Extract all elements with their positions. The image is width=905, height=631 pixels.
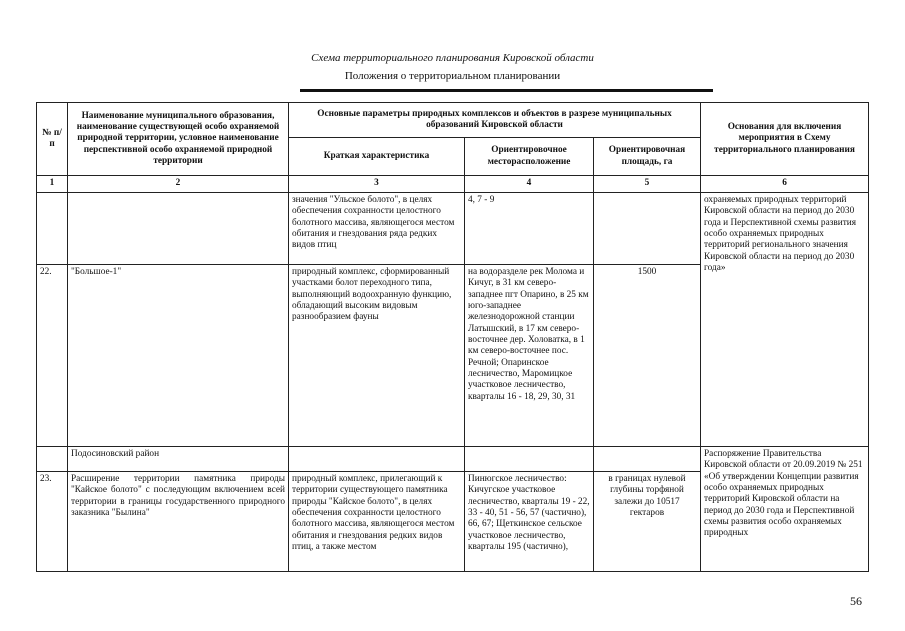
district-name: Подосиновский район bbox=[68, 447, 289, 472]
row-name: Расширение территории памятника природы "Кайское болото" с последующим включением всей территории в границы государственного природного заказника "Былина" bbox=[68, 472, 289, 572]
document-subtitle: Положения о территориальном планировании bbox=[344, 70, 561, 82]
row-area bbox=[594, 193, 701, 265]
row-short: природный комплекс, прилегающий к территории существующего памятника природы "Кайское болото", в целях обеспечения сохранности целостного болотного массива, являющегося местом обитания и гнездования редких видов птиц, а также местом bbox=[289, 472, 465, 572]
row-num: 23. bbox=[37, 472, 68, 572]
header-area: Ориентировочная площадь, га bbox=[594, 138, 701, 176]
row-area: 1500 bbox=[594, 265, 701, 447]
header-location: Ориентировочное месторасположение bbox=[465, 138, 594, 176]
row-short: природный комплекс, сформированный участками болот переходного типа, выполняющий водоохранную функцию, обладающий высоким видовым разнообразием фауны bbox=[289, 265, 465, 447]
col-number: 6 bbox=[701, 176, 869, 193]
row-location: на водоразделе рек Молома и Кичуг, в 31 км северо-западнее пгт Опарино, в 25 км юго-западнее железнодорожной станции Латышский, в 17 км северо-восточнее дер. Холоватка, в 1 км северо-восточнее пос. Речной; Опаринское лесничество, Маромицкое участковое лесничество, кварталы 16 - 18, 29, 30, 31 bbox=[465, 265, 594, 447]
row-location: Пинюгское лесничество: Кичугское участковое лесничество, кварталы 19 - 22, 33 - 40, 51 - 56, 57 (частично), 66, 67; Щеткинское сельское участковое лесничество, кварталы 195 (частично), bbox=[465, 472, 594, 572]
document-title: Схема территориального планирования Кировской области bbox=[311, 52, 594, 64]
row-num bbox=[37, 193, 68, 265]
row-location: 4, 7 - 9 bbox=[465, 193, 594, 265]
page-number: 56 bbox=[850, 594, 862, 608]
column-number-row bbox=[37, 176, 869, 193]
col-number: 5 bbox=[594, 176, 701, 193]
header-name: Наименование муниципального образования, наименование существующей особо охраняемой природной территории, условное наименование перспективной особо охраняемой природной территории bbox=[68, 103, 289, 176]
header-row-1 bbox=[37, 103, 869, 138]
row-num: 22. bbox=[37, 265, 68, 447]
col-number: 2 bbox=[68, 176, 289, 193]
territory-table bbox=[36, 102, 869, 572]
col-number: 1 bbox=[37, 176, 68, 193]
row-area: в границах нулевой глубины торфяной залежи до 10517 гектаров bbox=[594, 472, 701, 572]
header-rule bbox=[300, 89, 713, 92]
row-basis: Распоряжение Правительства Кировской области от 20.09.2019 № 251 «Об утверждении Концепции развития особо охраняемых природных территорий Кировской области на период до 2030 года и Перспективной схемы развития особо охраняемых природных bbox=[701, 447, 869, 572]
header-params-group: Основные параметры природных комплексов и объектов в разрезе муниципальных образований Кировской области bbox=[289, 103, 701, 138]
col-number: 4 bbox=[465, 176, 594, 193]
row-short: значения "Ульское болото", в целях обеспечения сохранности целостного болотного массива, являющегося местом обитания и гнездования ряда редких видов птиц bbox=[289, 193, 465, 265]
district-row bbox=[37, 447, 869, 472]
table-row bbox=[37, 193, 869, 265]
header-num: № п/п bbox=[37, 103, 68, 176]
header-basis: Основания для включения мероприятия в Схему территориального планирования bbox=[701, 103, 869, 176]
header-short: Краткая характеристика bbox=[289, 138, 465, 176]
row-name bbox=[68, 193, 289, 265]
col-number: 3 bbox=[289, 176, 465, 193]
row-basis: охраняемых природных территорий Кировской области на период до 2030 года и Перспективной схемы развития особо охраняемых природных территорий регионального значения Кировской области на период до 2030 года» bbox=[701, 193, 869, 447]
row-name: "Большое-1" bbox=[68, 265, 289, 447]
